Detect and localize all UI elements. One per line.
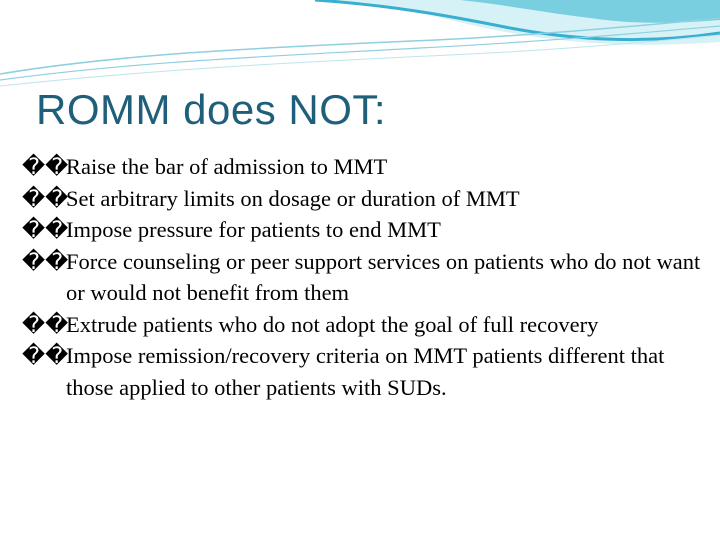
missing-glyph-icon: �� — [22, 217, 69, 242]
bullet-text: Impose remission/recovery criteria on MMT patients different that those applied to other patients with SUDs. — [66, 343, 665, 400]
bullet-text: Raise the bar of admission to MMT — [66, 154, 388, 179]
header-wave-decoration — [0, 0, 720, 90]
slide-title: ROMM does NOT: — [36, 86, 387, 133]
missing-glyph-icon: �� — [22, 343, 69, 368]
missing-glyph-icon: �� — [22, 154, 69, 179]
bullet-item — [22, 246, 702, 309]
missing-glyph-icon: �� — [22, 248, 69, 274]
bullet-item — [22, 183, 702, 215]
bullet-item — [22, 340, 702, 403]
missing-glyph-icon: �� — [22, 185, 69, 211]
bullet-text: Force counseling or peer support services on patients who do not want or would not benefit from them — [66, 248, 701, 305]
bullet-list — [22, 151, 702, 403]
bullet-text: Set arbitrary limits on dosage or duration of MMT — [66, 185, 520, 211]
bullet-text: Extrude patients who do not adopt the goal of full recovery — [66, 311, 599, 337]
bullet-item — [22, 151, 702, 183]
bullet-item — [22, 214, 702, 246]
missing-glyph-icon: �� — [22, 311, 69, 337]
bullet-text: Impose pressure for patients to end MMT — [66, 217, 441, 242]
bullet-item — [22, 309, 702, 341]
